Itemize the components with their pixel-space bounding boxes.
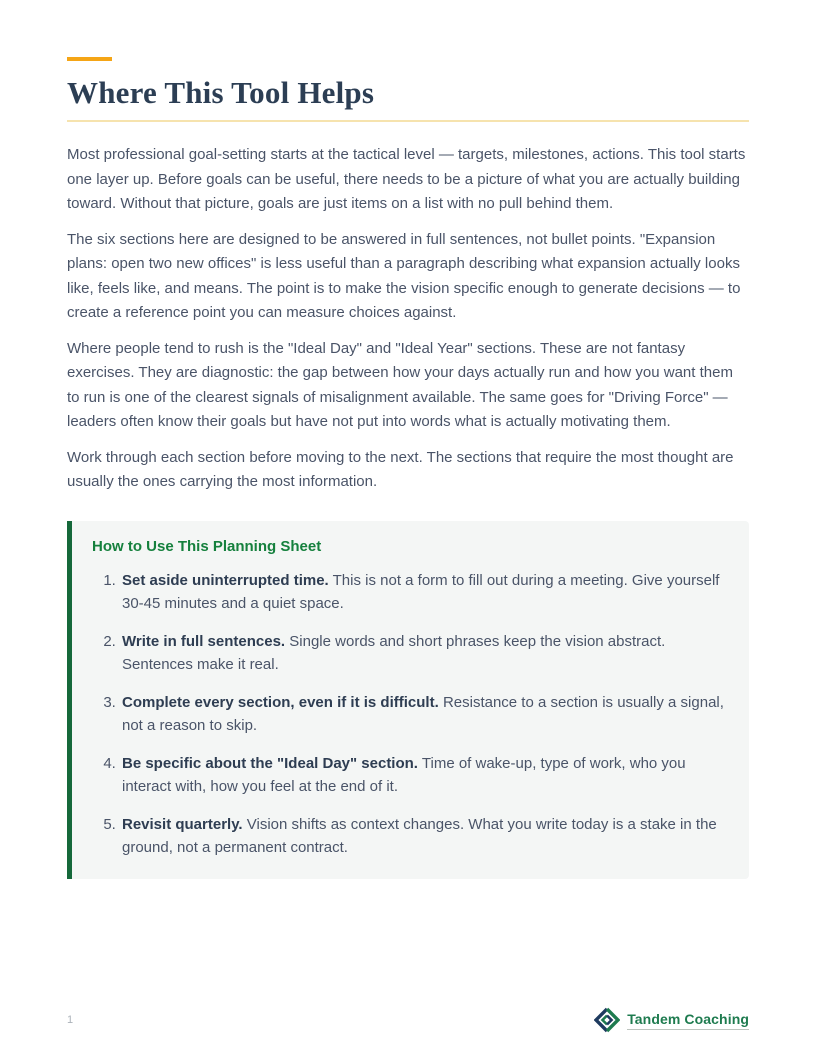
page-footer — [67, 1006, 749, 1034]
how-to-callout — [67, 521, 749, 879]
brand-link[interactable] — [594, 1007, 749, 1033]
intro-paragraph-1: Most professional goal-setting starts at the tactical level — targets, milestones, actions. This tool starts one layer up. Before goals can be useful, there needs to be a picture of what you are actually building toward. Without that picture, goals are just items on a list with no pull behind them. — [67, 146, 746, 212]
tandem-nested-diamond-icon — [594, 1007, 620, 1033]
page-number: 1 — [67, 1014, 74, 1026]
intro-paragraph-4: Work through each section before moving to the next. The sections that require the most thought are usually the ones carrying the most information. — [67, 448, 734, 490]
list-item-3 — [120, 691, 725, 737]
intro-paragraph-2: The six sections here are designed to be answered in full sentences, not bullet points. "Expansion plans: open two new offices" is less useful than a paragraph describing what expansion actually looks like, feels like, and means. The point is to make the vision specific enough to generate decisions — to create a reference point you can measure choices against. — [67, 230, 741, 321]
item-lead: Revisit quarterly. — [122, 815, 243, 833]
item-lead: Set aside uninterrupted time. — [122, 571, 329, 589]
item-lead: Complete every section, even if it is difficult. — [122, 693, 439, 711]
page-title: Where This Tool Helps — [67, 75, 375, 110]
item-lead: Be specific about the "Ideal Day" section. — [122, 754, 418, 772]
item-lead: Write in full sentences. — [122, 632, 286, 650]
item-text: This is not a form to fill out during a meeting. Give yourself 30-45 minutes and a quiet space. — [122, 571, 720, 612]
brand-name: Tandem Coaching — [627, 1011, 749, 1030]
intro-paragraph-3: Where people tend to rush is the "Ideal Day" and "Ideal Year" sections. These are not fantasy exercises. They are diagnostic: the gap between how your days actually run and how you want them to run is one of the clearest signals of misalignment available. The same goes for "Driving Force" — leaders often know their goals but have not put into words what is actually motivating them. — [67, 339, 733, 430]
item-text: Time of wake-up, type of work, who you interact with, how you feel at the end of it. — [122, 754, 686, 795]
callout-title: How to Use This Planning Sheet — [92, 537, 322, 555]
body-copy — [67, 143, 749, 495]
list-item-4 — [120, 752, 725, 798]
accent-bar — [67, 57, 112, 61]
item-text: Resistance to a section is usually a signal, not a reason to skip. — [122, 693, 724, 734]
item-text: Single words and short phrases keep the vision abstract. Sentences make it real. — [122, 632, 666, 673]
how-to-list — [92, 569, 725, 859]
item-text: Vision shifts as context changes. What you write today is a stake in the ground, not a permanent contract. — [122, 815, 717, 856]
list-item-2 — [120, 630, 725, 676]
title-rule — [67, 120, 749, 122]
list-item-5 — [120, 813, 725, 859]
list-item-1 — [120, 569, 725, 615]
